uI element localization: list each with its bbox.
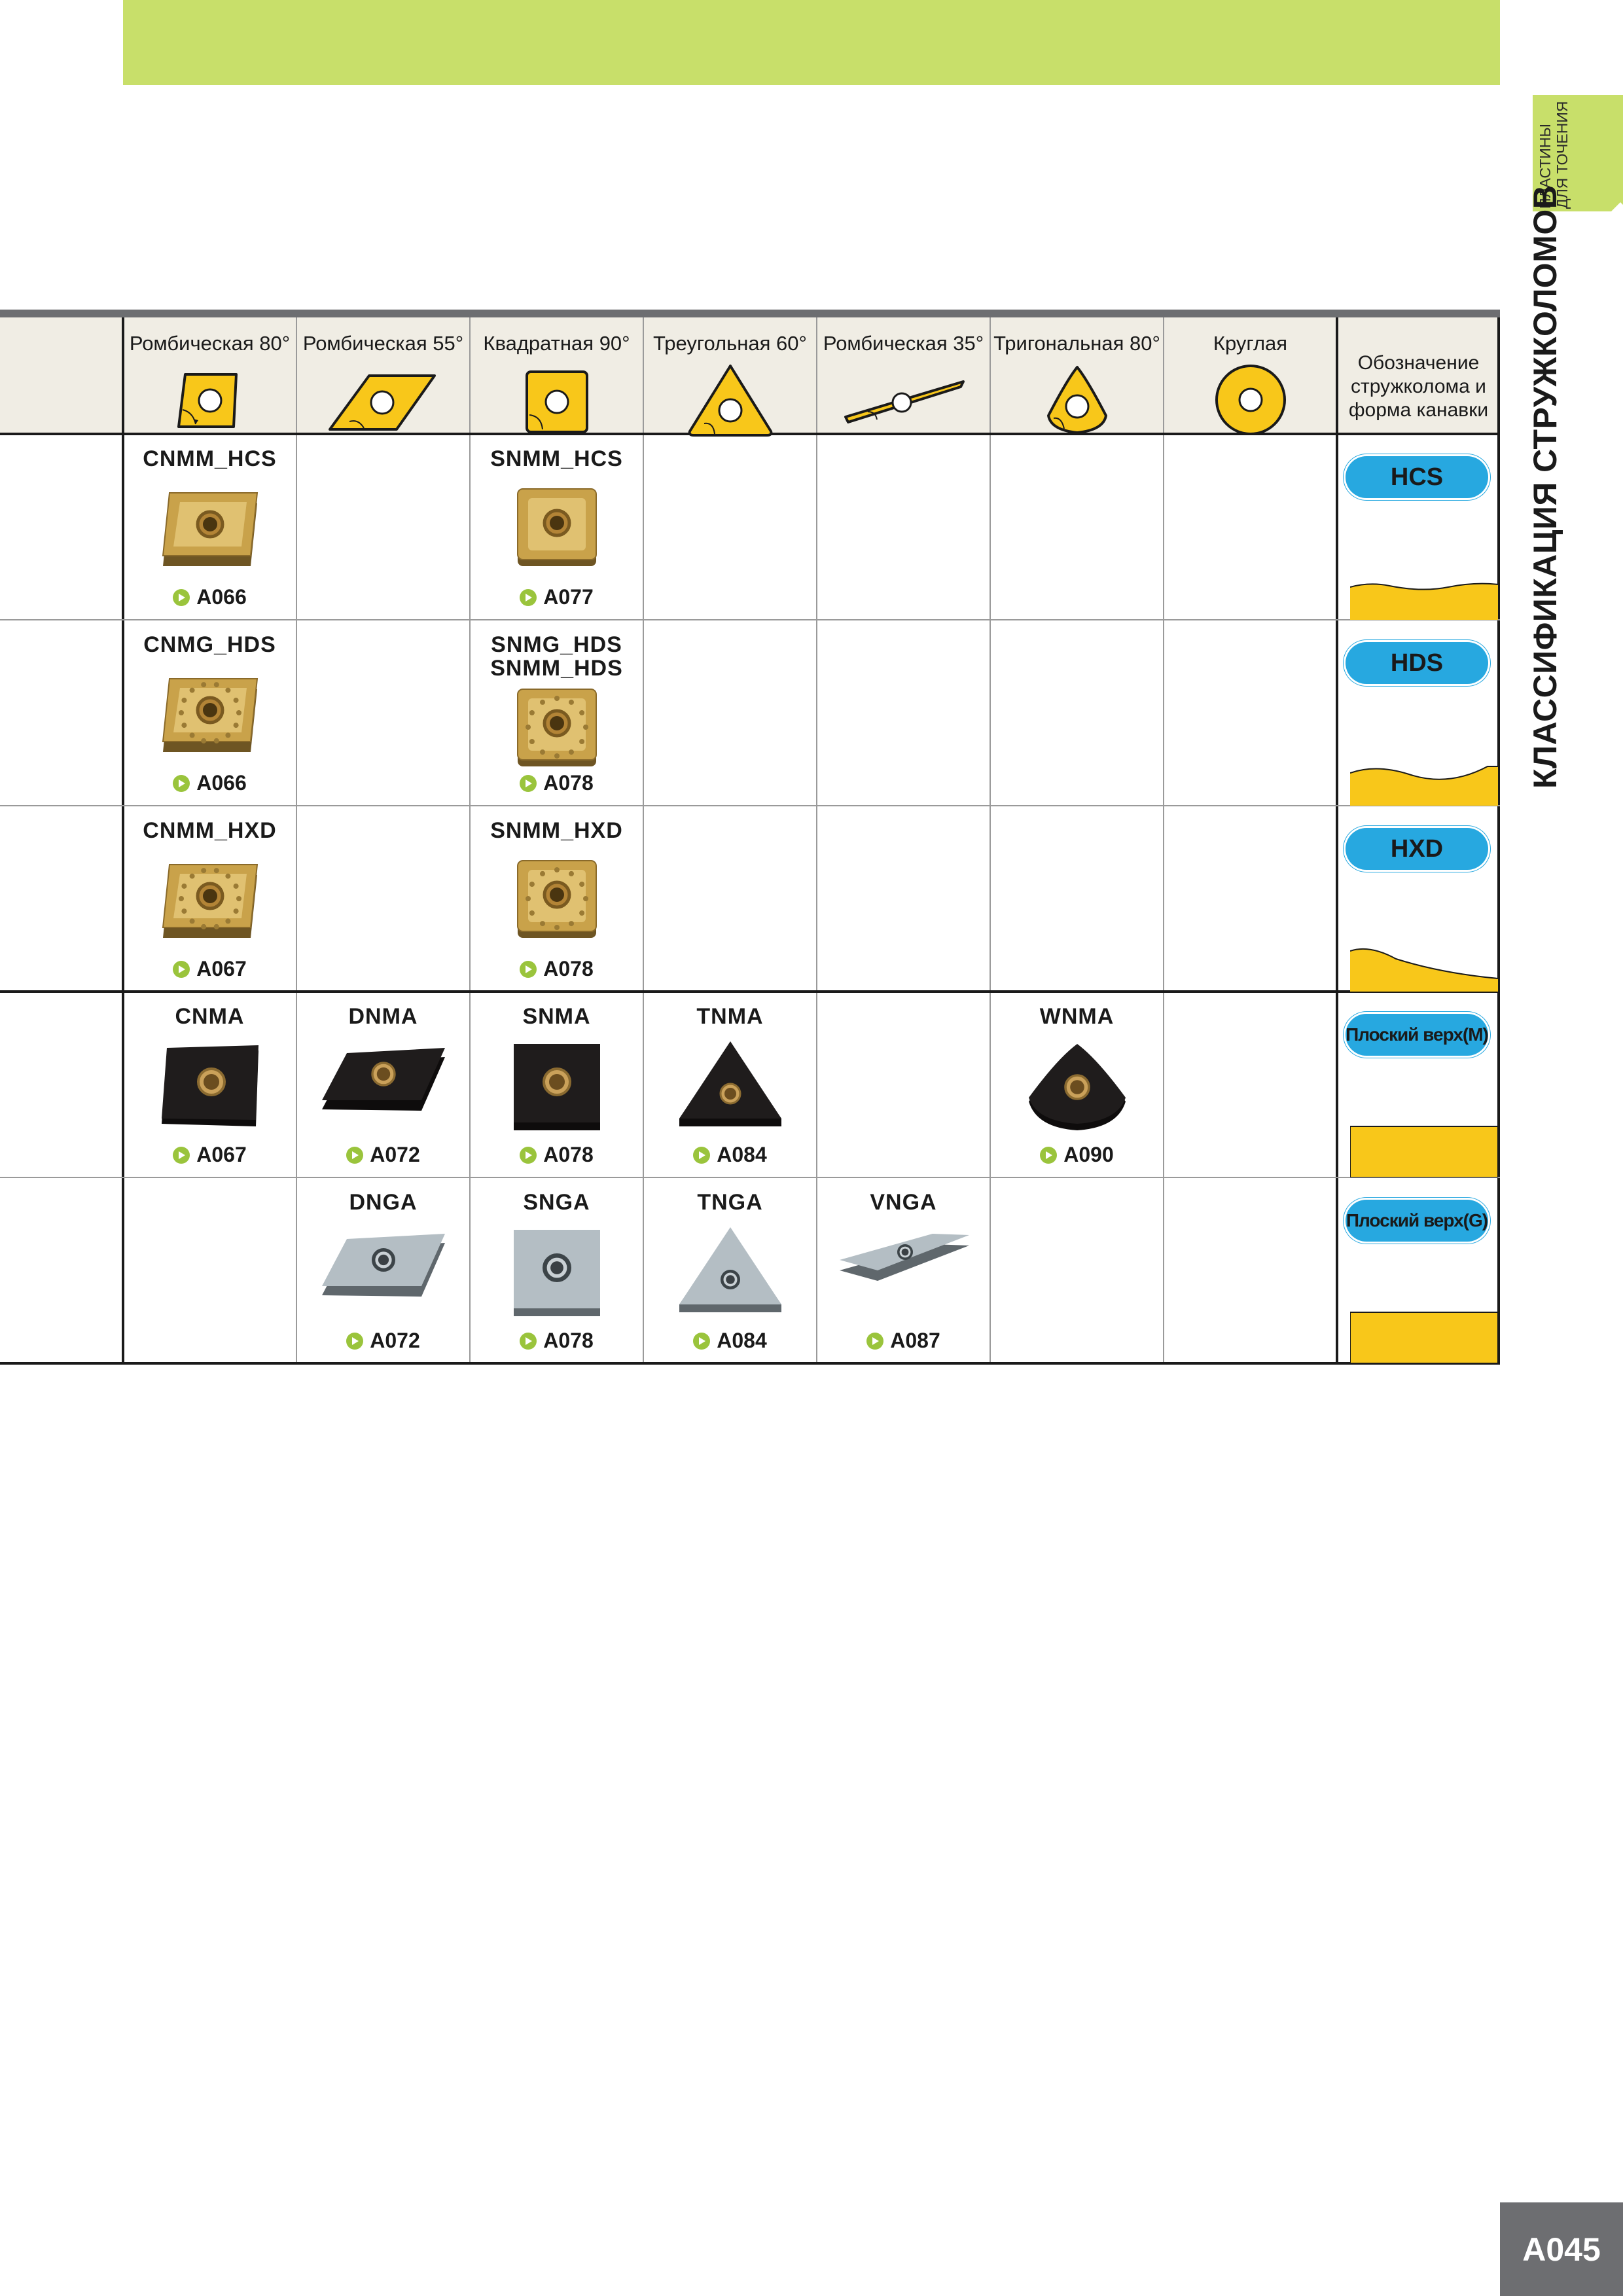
chipbreaker-badge: HCS	[1346, 456, 1488, 498]
page-reference-link[interactable]	[643, 1329, 817, 1353]
insert-image	[470, 1225, 643, 1316]
column-header-label: Квадратная 90°	[483, 332, 630, 355]
insert-image	[643, 1039, 817, 1130]
chipbreaker-badge: Плоский верх(M)	[1346, 1014, 1488, 1056]
insert-code: SNMG_HDS SNMM_HDS	[490, 632, 623, 681]
insert-code: TNMA	[696, 1004, 764, 1029]
column-divider	[1163, 317, 1164, 1363]
arrow-right-icon	[173, 961, 190, 978]
insert-code: DNGA	[349, 1190, 418, 1215]
square-90-icon	[470, 361, 643, 439]
insert-code: SNMA	[522, 1004, 591, 1029]
insert-code: SNMM_HXD	[490, 818, 623, 843]
insert-image	[470, 1039, 643, 1130]
page-reference-text: A067	[196, 957, 247, 980]
column-header	[990, 317, 1164, 434]
page-number: A045	[1500, 2202, 1623, 2296]
insert-image	[817, 1225, 990, 1290]
insert-image	[470, 481, 643, 573]
page-reference-text: A066	[196, 585, 247, 609]
arrow-right-icon	[520, 961, 537, 978]
column-header	[470, 317, 643, 434]
arrow-right-icon	[520, 1333, 537, 1350]
trigonal-80-icon	[990, 361, 1164, 439]
section-tab-label: ПЛАСТИНЫ ДЛЯ ТОЧЕНИЯ	[1537, 101, 1571, 209]
chipbreaker-table	[0, 310, 1500, 1367]
insert-image	[643, 1225, 817, 1316]
page-reference-link[interactable]	[123, 585, 296, 609]
insert-code: CNMM_HXD	[143, 818, 277, 843]
insert-image	[123, 1039, 296, 1130]
insert-image	[123, 853, 296, 944]
top-color-band	[123, 0, 1500, 85]
groove-profile	[1350, 1119, 1498, 1181]
insert-image	[470, 681, 643, 773]
page-reference-text: A078	[543, 1329, 594, 1352]
page-reference-text: A090	[1063, 1143, 1114, 1166]
arrow-right-icon	[693, 1147, 710, 1164]
insert-cell[interactable]	[470, 806, 643, 992]
insert-image	[123, 667, 296, 759]
insert-code: VNGA	[870, 1190, 937, 1215]
page-reference-link[interactable]	[296, 1329, 470, 1353]
page-reference-link[interactable]	[817, 1329, 990, 1353]
chipbreaker-badge: HDS	[1346, 642, 1488, 684]
insert-code: SNGA	[523, 1190, 590, 1215]
rhombic-80-icon	[123, 361, 296, 439]
groove-profile	[1350, 747, 1498, 809]
insert-image	[990, 1039, 1164, 1130]
insert-cell[interactable]	[470, 992, 643, 1177]
section-title: КЛАССИФИКАЦИЯ СТРУЖКОЛОМОВ	[1527, 185, 1563, 789]
page-reference-link[interactable]	[296, 1143, 470, 1167]
page-reference-text: A077	[543, 585, 594, 609]
page-reference-link[interactable]	[123, 957, 296, 981]
arrow-right-icon	[173, 1147, 190, 1164]
arrow-right-icon	[1040, 1147, 1057, 1164]
triangular-60-icon	[643, 361, 817, 439]
page-reference-link[interactable]	[470, 957, 643, 981]
arrow-right-icon	[693, 1333, 710, 1350]
column-header-label: Круглая	[1213, 332, 1288, 355]
page-reference-text: A078	[543, 771, 594, 795]
arrow-right-icon	[173, 775, 190, 792]
round-icon	[1164, 361, 1337, 439]
page-reference-text: A078	[543, 1143, 594, 1166]
page-reference-text: A078	[543, 957, 594, 980]
groove-profile	[1350, 933, 1498, 995]
page-reference-link[interactable]	[123, 1143, 296, 1167]
insert-code: TNGA	[697, 1190, 763, 1215]
groove-profile	[1350, 561, 1498, 623]
page-reference-link[interactable]	[470, 585, 643, 609]
arrow-right-icon	[520, 1147, 537, 1164]
insert-cell[interactable]	[817, 1177, 990, 1363]
insert-cell[interactable]	[643, 1177, 817, 1363]
insert-cell[interactable]	[296, 992, 470, 1177]
insert-code: WNMA	[1039, 1004, 1115, 1029]
arrow-right-icon	[346, 1333, 363, 1350]
insert-image	[123, 481, 296, 573]
column-header-label: Ромбическая 55°	[302, 332, 464, 355]
page-reference-link[interactable]	[470, 1143, 643, 1167]
insert-code: CNMG_HDS	[143, 632, 276, 657]
column-header	[296, 317, 470, 434]
page-reference-link[interactable]	[470, 771, 643, 795]
insert-cell[interactable]	[470, 620, 643, 806]
page-reference-text: A087	[890, 1329, 940, 1352]
insert-cell[interactable]	[123, 992, 296, 1177]
page-reference-text: A066	[196, 771, 247, 795]
page-reference-link[interactable]	[123, 771, 296, 795]
arrow-right-icon	[520, 589, 537, 606]
column-header	[1164, 317, 1337, 434]
column-header-label: Ромбическая 35°	[823, 332, 984, 355]
rhombic-55-icon	[296, 361, 470, 439]
page-reference-text: A067	[196, 1143, 247, 1166]
page-reference-text: A084	[717, 1143, 767, 1166]
page-reference-text: A072	[370, 1329, 420, 1352]
insert-cell[interactable]	[123, 434, 296, 620]
insert-cell[interactable]	[470, 1177, 643, 1363]
rhombic-35-icon	[817, 361, 990, 439]
column-header	[817, 317, 990, 434]
insert-image	[296, 1039, 470, 1117]
arrow-right-icon	[520, 775, 537, 792]
insert-cell[interactable]	[296, 1177, 470, 1363]
insert-cell[interactable]	[123, 806, 296, 992]
insert-image	[296, 1225, 470, 1303]
page-reference-text: A084	[717, 1329, 767, 1352]
arrow-right-icon	[346, 1147, 363, 1164]
insert-cell[interactable]	[470, 434, 643, 620]
column-header-label: Тригональная 80°	[993, 332, 1160, 355]
column-header-label: Ромбическая 80°	[129, 332, 291, 355]
insert-image	[470, 853, 643, 944]
turning-insert-icon	[1581, 198, 1623, 211]
arrow-right-icon	[173, 589, 190, 606]
column-header	[643, 317, 817, 434]
insert-cell[interactable]	[990, 992, 1164, 1177]
column-header	[123, 317, 296, 434]
insert-code: CNMA	[175, 1004, 245, 1029]
page-reference-link[interactable]	[990, 1143, 1164, 1167]
insert-code: DNMA	[348, 1004, 418, 1029]
column-header-label: Треугольная 60°	[653, 332, 807, 355]
insert-cell[interactable]	[123, 620, 296, 806]
insert-cell[interactable]	[643, 992, 817, 1177]
chipbreaker-badge: HXD	[1346, 828, 1488, 870]
table-top-bar	[0, 310, 1500, 317]
insert-code: CNMM_HCS	[143, 446, 277, 471]
chipbreaker-badge: Плоский верх(G)	[1346, 1200, 1488, 1242]
breaker-designation-label: Обозначение стружколома и форма канавки	[1348, 352, 1489, 421]
page-reference-link[interactable]	[470, 1329, 643, 1353]
insert-code: SNMM_HCS	[490, 446, 623, 471]
groove-profile	[1350, 1304, 1498, 1367]
arrow-right-icon	[866, 1333, 883, 1350]
page-reference-text: A072	[370, 1143, 420, 1166]
page-reference-link[interactable]	[643, 1143, 817, 1167]
